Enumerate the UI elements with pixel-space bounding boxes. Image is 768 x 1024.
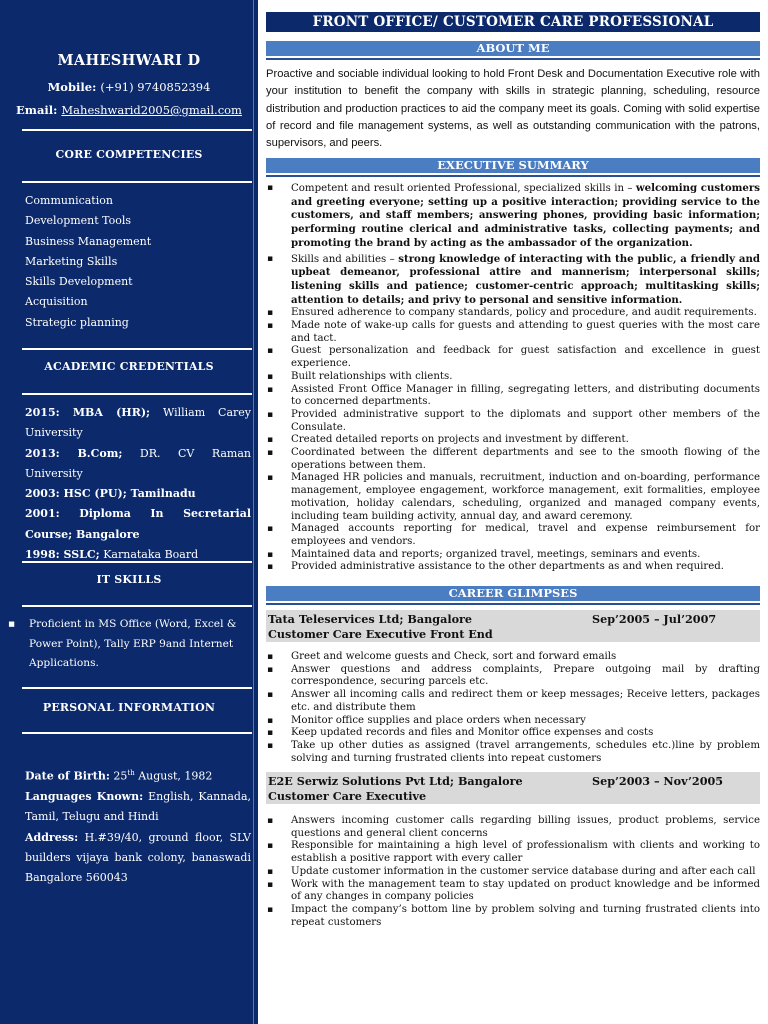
job-header-e2e [266, 772, 760, 804]
core-competencies-list [25, 191, 250, 333]
email-label: Email: [16, 103, 58, 117]
divider [22, 605, 252, 607]
list-item: Marketing Skills [25, 254, 118, 268]
list-item: ▪ Ensured adherence to company standards, policy and procedure, and audit requirements. [266, 307, 760, 320]
list-item: ▪ Competent and result oriented Professional, specialized skills in – welcoming customers and greeting everyone; setting up a positive interaction; providing service to the customers, and staff members; answering phones, providing basic information; performing routine clerical and administrative tasks, collecting payments; and promoting the brand by acting as the ambassador of the organization. [266, 182, 760, 251]
divider [22, 393, 252, 395]
job-role: Customer Care Executive [268, 789, 427, 803]
date-of-birth: Date of Birth: 25th August, 1982 [25, 769, 213, 783]
personal-information [25, 763, 251, 888]
list-item: 2013: B.Com; DR. CV Raman University [25, 446, 251, 480]
academic-credentials-list [25, 403, 251, 565]
job-header-tata [266, 610, 760, 642]
about-me-heading: ABOUT ME [266, 41, 760, 56]
job-role: Customer Care Executive Front End [268, 627, 493, 641]
list-item: Business Management [25, 234, 152, 248]
divider [22, 732, 252, 734]
list-item: Development Tools [25, 214, 132, 228]
mobile-line [0, 80, 258, 94]
executive-summary-heading: EXECUTIVE SUMMARY [266, 158, 760, 173]
list-item: ▪ Responsible for maintaining a high level of professionalism with clients and working to establish a positive rapport with every caller [266, 840, 760, 865]
list-item: ▪ Answer questions and address complaints, Prepare outgoing mail by drafting correspondence, securing parcels etc. [266, 664, 760, 689]
email-line [0, 103, 258, 117]
main-content [262, 0, 762, 1024]
job-duties-tata [266, 651, 760, 765]
list-item: ▪ Coordinated between the different departments and see to the smooth flowing of the operations between them. [266, 447, 760, 472]
divider [22, 348, 252, 350]
divider [266, 175, 760, 177]
sidebar [0, 0, 258, 1024]
list-item: ▪ Monitor office supplies and place orders when necessary [266, 715, 760, 728]
mobile-value: (+91) 9740852394 [100, 80, 211, 94]
email-link[interactable]: Maheshwarid2005@gmail.com [61, 103, 242, 117]
list-item: ▪ Update customer information in the customer service database during and after each call [266, 866, 760, 879]
list-item: ▪ Answers incoming customer calls regarding billing issues, product problems, service questions and general client concerns [266, 815, 760, 840]
list-item: Strategic planning [25, 315, 129, 329]
candidate-name: MAHESHWARI D [57, 52, 201, 69]
personal-information-heading: PERSONAL INFORMATION [42, 701, 216, 714]
list-item: ▪ Maintained data and reports; organized travel, meetings, seminars and events. [266, 549, 760, 562]
list-item: ▪ Assisted Front Office Manager in filling, segregating letters, and distributing documents to concerned departments. [266, 384, 760, 409]
page-title: FRONT OFFICE/ CUSTOMER CARE PROFESSIONAL [266, 12, 760, 32]
academic-credentials-heading: ACADEMIC CREDENTIALS [44, 360, 214, 373]
divider [22, 561, 252, 563]
bullet-icon: ▪ [8, 618, 16, 630]
list-item: 1998: SSLC; Karnataka Board [25, 548, 199, 562]
list-item: Acquisition [25, 295, 88, 309]
list-item: ▪ Managed HR policies and manuals, recruitment, induction and on-boarding, performance management, employee engagement, workforce management, exit formalities, employee motivation, holiday calendars, scheduling, organized and managed company events, including team building activity, annual day, and award ceremony. [266, 472, 760, 523]
divider [266, 58, 760, 60]
list-item: 2003: HSC (PU); Tamilnadu [25, 487, 196, 501]
it-skills-item [8, 615, 243, 674]
list-item: 2001: Diploma In Secretarial Course; Bangalore [25, 507, 251, 541]
list-item: ▪ Provided administrative support to the diplomats and support other members of the Consulate. [266, 409, 760, 434]
list-item: 2015: MBA (HR); William Carey University [25, 406, 251, 440]
mobile-label: Mobile: [47, 80, 97, 94]
list-item: ▪ Guest personalization and feedback for guest satisfaction and excellence in guest experience. [266, 345, 760, 370]
job-company: Tata Teleservices Ltd; Bangalore [268, 612, 473, 626]
divider [22, 181, 252, 183]
list-item: ▪ Impact the company’s bottom line by problem solving and turning frustrated clients into repeat customers [266, 904, 760, 929]
list-item: ▪ Greet and welcome guests and Check, sort and forward emails [266, 651, 760, 664]
divider [266, 603, 760, 605]
divider [22, 129, 252, 131]
list-item: ▪ Work with the management team to stay updated on product knowledge and be informed of any changes in company policies [266, 879, 760, 904]
list-item: ▪ Take up other duties as assigned (travel arrangements, schedules etc.)line by problem solving and turning frustrated clients into repeat customers [266, 740, 760, 765]
languages-known: Languages Known: English, Kannada, Tamil, Telugu and Hindi [25, 789, 251, 824]
list-item: ▪ Made note of wake-up calls for guests and attending to guest queries with the most care and tact. [266, 320, 760, 345]
list-item: ▪ Skills and abilities – strong knowledge of interacting with the public, a friendly and upbeat demeanor, professional attire and mannerism; interpersonal skills; listening skills and patience; customer-centric approach; multitasking skills; attention to details; and privy to personal and sensitive information. [266, 253, 760, 308]
list-item: ▪ Managed accounts reporting for medical, travel and expense reimbursement for employees and vendors. [266, 523, 760, 548]
job-dates: Sep’2003 – Nov’2005 [592, 774, 724, 788]
list-item: ▪ Answer all incoming calls and redirect them or keep messages; Receive letters, packages etc. and distribute them [266, 689, 760, 714]
address: Address: H.#39/40, ground floor, SLV builders vijaya bank colony, banaswadi Bangalore 560043 [25, 830, 251, 885]
list-item: Skills Development [25, 275, 133, 289]
job-duties-e2e [266, 815, 760, 929]
core-competencies-heading: CORE COMPETENCIES [55, 148, 203, 161]
executive-summary-list [266, 182, 760, 574]
list-item: ▪ Built relationships with clients. [266, 371, 760, 384]
about-me-text: Proactive and sociable individual looking to hold Front Desk and Documentation Executive role with your institution to benefit the company with skills in strategic planning, scheduling, resource distribution and production practices to aid the company meet its goals. Coming with solid expertise of record and file management systems, as well as outstanding communication with the patrons, supervisors, and peers. [266, 68, 760, 150]
list-item: Communication [25, 194, 113, 207]
it-skills-text: Proficient in MS Office (Word, Excel & Power Point), Tally ERP 9and Internet Applications. [29, 618, 237, 669]
it-skills-heading: IT SKILLS [96, 573, 162, 586]
career-glimpses-heading: CAREER GLIMPSES [266, 586, 760, 601]
job-dates: Sep’2005 – Jul’2007 [592, 612, 717, 626]
job-company: E2E Serwiz Solutions Pvt Ltd; Bangalore [268, 774, 523, 788]
divider [22, 687, 252, 689]
list-item: ▪ Keep updated records and files and Monitor office expenses and costs [266, 727, 760, 740]
list-item: ▪ Created detailed reports on projects and investment by different. [266, 434, 760, 447]
list-item: ▪ Provided administrative assistance to the other departments as and when required. [266, 561, 760, 574]
